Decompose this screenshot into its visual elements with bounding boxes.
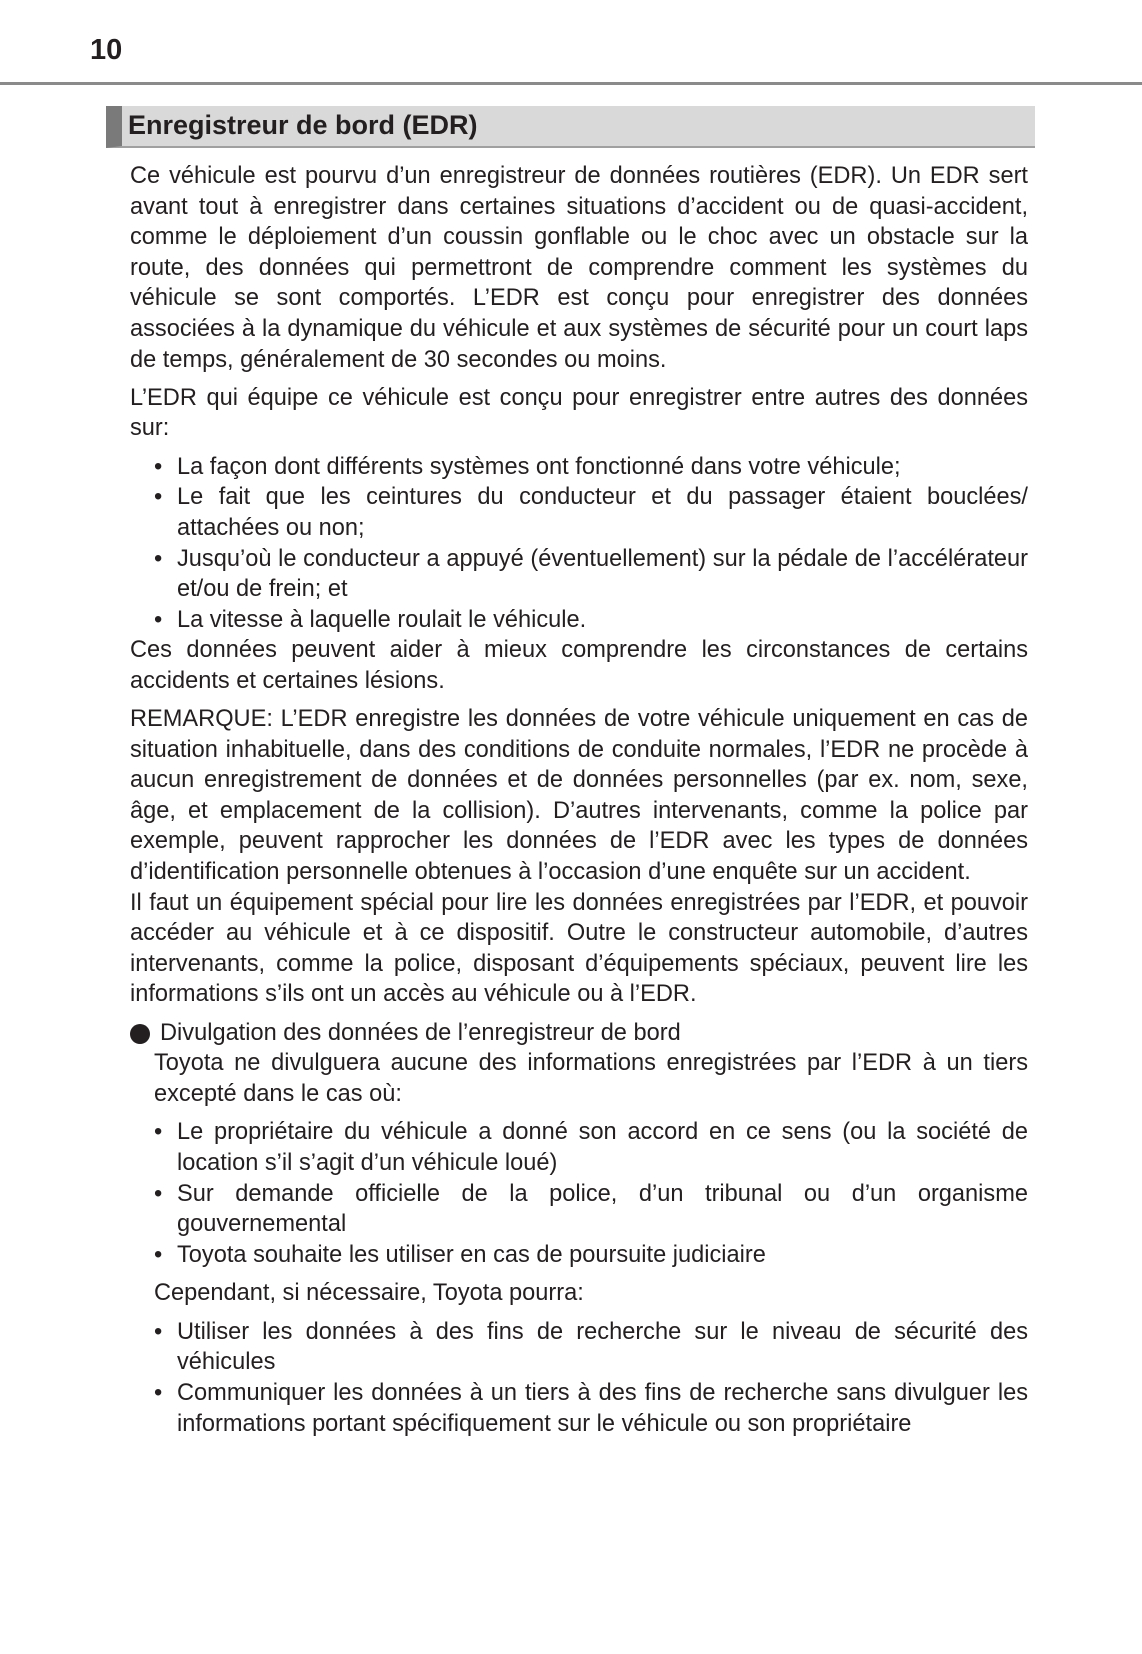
- section-title-bar: [106, 106, 1035, 148]
- list-item: • Sur demande officielle de la police, d’un tribunal ou d’un organisme gouvernemental: [154, 1179, 1028, 1240]
- list-item: • Jusqu’où le conducteur a appuyé (éventuellement) sur la pédale de l’accélérateur et/ou de frein; et: [130, 544, 1028, 605]
- header-rule: [0, 82, 1142, 85]
- bullet-circle-icon: [130, 1024, 150, 1044]
- paragraph: REMARQUE: L’EDR enregistre les données de votre véhicule uniquement en cas de situation inhabituelle, dans des conditions de conduite normales, l’EDR ne procède à aucun enregistrement de données et de données personnelles (par ex. nom, sexe, âge, et emplacement de la collision). D’autres intervenants, comme la police par exemple, peuvent rapprocher les données de l’EDR avec les types de données d’identification personnelle obtenues à l’occasion d’une enquête sur un accident.: [130, 706, 1028, 886]
- subsection-heading: [130, 1018, 1028, 1049]
- paragraph: Ce véhicule est pourvu d’un enregistreur de données routières (EDR). Un EDR sert avant tout à enregistrer dans certaines situations d’accident ou de quasi-accident, comme le déploiement d’un coussin gonflable ou le choc avec un obstacle sur la route, des données qui permettront de comprendre comment les systèmes du véhicule se sont comportés. L’EDR est conçu pour enregistrer des données associées à la dynamique du véhicule et aux systèmes de sécurité pour un court laps de temps, généralement de 30 secondes ou moins.: [130, 163, 1028, 373]
- page-number: 10: [90, 34, 123, 66]
- usage-list: [154, 1317, 1028, 1439]
- list-item: • Communiquer les données à un tiers à des fins de recherche sans divulguer les informations portant spécifiquement sur le véhicule ou son propriétaire: [154, 1378, 1028, 1439]
- paragraph: Toyota ne divulguera aucune des informations enregistrées par l’EDR à un tiers excepté dans le cas où:: [154, 1050, 1028, 1107]
- list-item: • La vitesse à laquelle roulait le véhicule.: [130, 605, 1028, 636]
- data-list: [130, 452, 1028, 636]
- disclosure-list: [154, 1117, 1028, 1270]
- list-item: • Utiliser les données à des fins de recherche sur le niveau de sécurité des véhicules: [154, 1317, 1028, 1378]
- subsection-heading-text: Divulgation des données de l’enregistreur de bord: [160, 1019, 681, 1046]
- section-title: Enregistreur de bord (EDR): [128, 110, 478, 140]
- subsection-body: [154, 1048, 1028, 1439]
- list-item: • Toyota souhaite les utiliser en cas de poursuite judiciaire: [154, 1240, 1028, 1271]
- paragraph: Cependant, si nécessaire, Toyota pourra:: [154, 1280, 584, 1307]
- body-content: [130, 161, 1028, 1439]
- list-item: • La façon dont différents systèmes ont fonctionné dans votre véhicule;: [130, 452, 1028, 483]
- paragraph: Ces données peuvent aider à mieux comprendre les circonstances de certains accidents et certaines lésions.: [130, 637, 1028, 694]
- list-item: • Le fait que les ceintures du conducteur et du passager étaient bouclées/ attachées ou non;: [130, 482, 1028, 543]
- paragraph: L’EDR qui équipe ce véhicule est conçu pour enregistrer entre autres des données sur:: [130, 384, 1028, 442]
- list-item: • Le propriétaire du véhicule a donné son accord en ce sens (ou la société de location s’il s’agit d’un véhicule loué): [154, 1117, 1028, 1178]
- paragraph: Il faut un équipement spécial pour lire les données enregistrées par l’EDR, et pouvoir accéder au véhicule et à ce dispositif. Outre le constructeur automobile, d’autres intervenants, comme la police, disposant d’équipements spéciaux, peuvent lire les informations s’ils ont un accès au véhicule ou à l’EDR.: [130, 889, 1028, 1008]
